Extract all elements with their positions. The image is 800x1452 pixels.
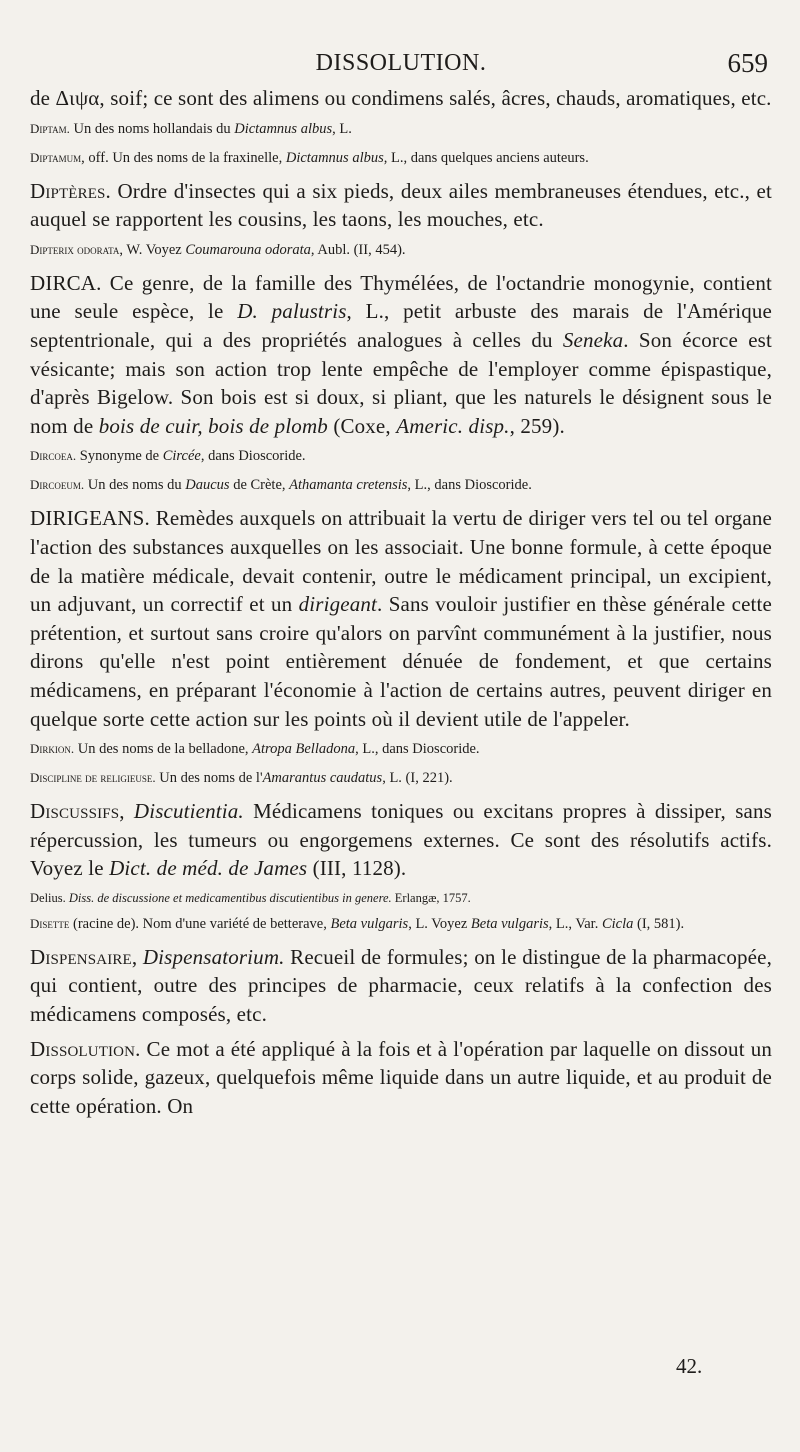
entry-dissolution (30, 1035, 772, 1121)
entry-italic: Atropa Belladona (252, 741, 356, 758)
entry-disette (30, 914, 772, 934)
entry-text: (I, 581). (633, 915, 685, 932)
entry-diptam (30, 119, 772, 139)
entry-text: Un des noms hollandais du (69, 120, 235, 137)
entry-discipline (30, 768, 772, 788)
entry-diptamum (30, 148, 772, 168)
entry-italic: bois de cuir, bois de plomb (98, 413, 328, 438)
entry-text: Un des noms de l' (155, 770, 263, 787)
entry-text: (racine de). Nom d'une variété de betterave, (69, 915, 331, 932)
entry-italic: Diss. de discussione et medicamentibus discutientibus in genere. (65, 890, 392, 905)
entry-text-tail: , L. (I, 221). (382, 770, 453, 787)
entry-dipterix (30, 240, 772, 260)
entry-text-tail: Erlangæ, 1757. (391, 890, 471, 905)
entry-text: Ce genre, de la famille des Thymélées, de l'octandrie monogynie, contient une seule espèce, le (30, 270, 772, 324)
entry-headword: Dissolution. (30, 1036, 141, 1061)
entry-text: Médicamens toniques ou excitans propres à dissiper, sans répercussion, les tumeurs ou engorgemens externes. Ce sont des résolutifs actifs. Voyez le (30, 799, 772, 881)
entry-text: Recueil de formules; on le distingue de la pharmacopée, qui contient, outre des principes de pharmacie, ceux relatifs à la confection des médicamens composés, etc. (30, 944, 773, 1027)
entry-text-tail: , L., dans quelques anciens auteurs. (383, 149, 589, 166)
entry-text: de Crète, (229, 477, 290, 494)
entry-dipteres (30, 177, 772, 234)
entry-headword: Discussifs, (30, 799, 125, 824)
entry-italic: Dictamnus albus (234, 120, 333, 137)
entry-headword: Discipline de religieuse. (30, 770, 156, 786)
entry-text: , W. Voyez (119, 241, 186, 258)
entry-headword: Diptamum (30, 149, 82, 165)
entry-italic: Beta vulgaris (470, 915, 549, 932)
entry-italic: Beta vulgaris (330, 915, 409, 932)
entry-text: , L., Var. (548, 915, 602, 932)
entry-discussifs (30, 797, 772, 883)
entry-author: Delius. (30, 890, 66, 905)
entry-headword: Disette (30, 915, 70, 931)
entry-headword: Dipterix odorata (30, 241, 120, 257)
entry-dirkion (30, 739, 772, 759)
entry-text: Un des noms du (84, 477, 186, 494)
entry-headword: Dirkion. (30, 741, 75, 757)
entry-headword: Diptères. (30, 178, 111, 203)
entry-text-tail: , L., dans Dioscoride. (355, 741, 480, 758)
entry-text: , off. Un des noms de la fraxinelle, (81, 149, 286, 166)
entry-italic: Coumarouna odorata (185, 241, 311, 258)
entry-text-tail: , dans Dioscoride. (200, 448, 306, 465)
entry-headword: Dispensaire, (30, 944, 138, 969)
entry-headword: DIRCA. (30, 270, 102, 295)
entry-text: , L., petit arbuste des marais de l'Amérique septentrionale, qui a des propriétés analogues à celles du (30, 299, 772, 352)
entry-text: (III, 1128). (307, 856, 407, 881)
running-title: DISSOLUTION. (315, 50, 487, 76)
entry-text: , L. Voyez (408, 915, 471, 932)
signature-mark: 42. (676, 1354, 703, 1378)
entry-italic: Daucus (185, 477, 230, 494)
entry-text-tail: , L. (332, 120, 352, 137)
entry-text: (Coxe, (327, 413, 397, 438)
entry-dispensaire (30, 943, 772, 1029)
entry-dircoea (30, 446, 772, 466)
entry-dirigeans (30, 504, 772, 733)
entry-italic: Athamanta cretensis (289, 477, 408, 494)
entry-dirca (30, 269, 772, 441)
entry-italic: D. palustris (237, 299, 347, 324)
entry-text: de Διψα, soif; ce sont des alimens ou condimens salés, âcres, chauds, aromatiques, etc. (30, 86, 772, 110)
entry-italic: Seneka (562, 327, 624, 352)
entry-text: Synonyme de (76, 448, 163, 465)
entry-italic: Amarantus caudatus (262, 770, 383, 787)
entry-text: , L., dans Dioscoride. (407, 477, 532, 494)
entry-text: Ce mot a été appliqué à la fois et à l'opération par laquelle on dissout un corps solide, gazeux, quelquefois même liquide dans un autre liquide, et au produit de cette opération. On (30, 1036, 772, 1118)
entry-italic: Cicla (601, 915, 634, 932)
entry-headword: DIRIGEANS. (30, 506, 150, 531)
entry-dircoeum (30, 475, 772, 495)
entry-latin-name: Dispensatorium. (137, 944, 285, 969)
running-header (30, 44, 772, 84)
entry-italic: dirigeant (298, 592, 377, 617)
entry-text: . Son écorce est vésicante; mais son action trop lente empêche de l'employer comme épispastique, d'après Bigelow. Son bois est si doux, si pliant, que les naturels le désignent sous le nom de (30, 327, 772, 438)
entry-text: , 259). (509, 413, 565, 438)
entry-italic: Dict. de méd. de James (109, 856, 308, 881)
entry-bibliography (30, 889, 772, 907)
entry-latin-name: Discutientia. (124, 799, 244, 824)
entry-headword: Dircoea. (30, 448, 77, 464)
entry-text-tail: , Aubl. (II, 454). (310, 241, 406, 258)
entry-text: Ordre d'insectes qui a six pieds, deux ailes membraneuses étendues, etc., et auquel se rapportent les cousins, les taons, les mouches, etc. (30, 178, 772, 232)
entry-continuation (30, 84, 772, 113)
entry-text: Un des noms de la belladone, (74, 741, 253, 758)
entry-italic: Circée (162, 448, 201, 465)
page-number: 659 (727, 48, 768, 78)
entry-italic: Americ. disp. (396, 413, 510, 438)
entry-headword: Diptam. (30, 120, 70, 136)
entry-italic: Dictamnus albus (285, 149, 384, 166)
entry-text: . Sans vouloir justifier en thèse générale cette prétention, et surtout sans croire qu'alors on parvînt communément à la justifier, nous dirons qu'elle n'est point entièrement dénuée de fondement, et que certains médicamens, en préparant l'économie à l'action de certains autres, peuvent diriger en quelque sorte cette action sur les points où il devient utile de l'appeler. (30, 592, 772, 731)
entry-text: Remèdes auxquels on attribuait la vertu de diriger vers tel ou tel organe l'action des substances auxquelles on les associait. Une bonne formule, à cette époque de la matière médicale, devait contenir, outre le médicament principal, un excipient, un adjuvant, un correctif et un (30, 506, 772, 617)
dictionary-page (30, 44, 772, 1126)
entry-headword: Dircoeum. (30, 477, 85, 493)
